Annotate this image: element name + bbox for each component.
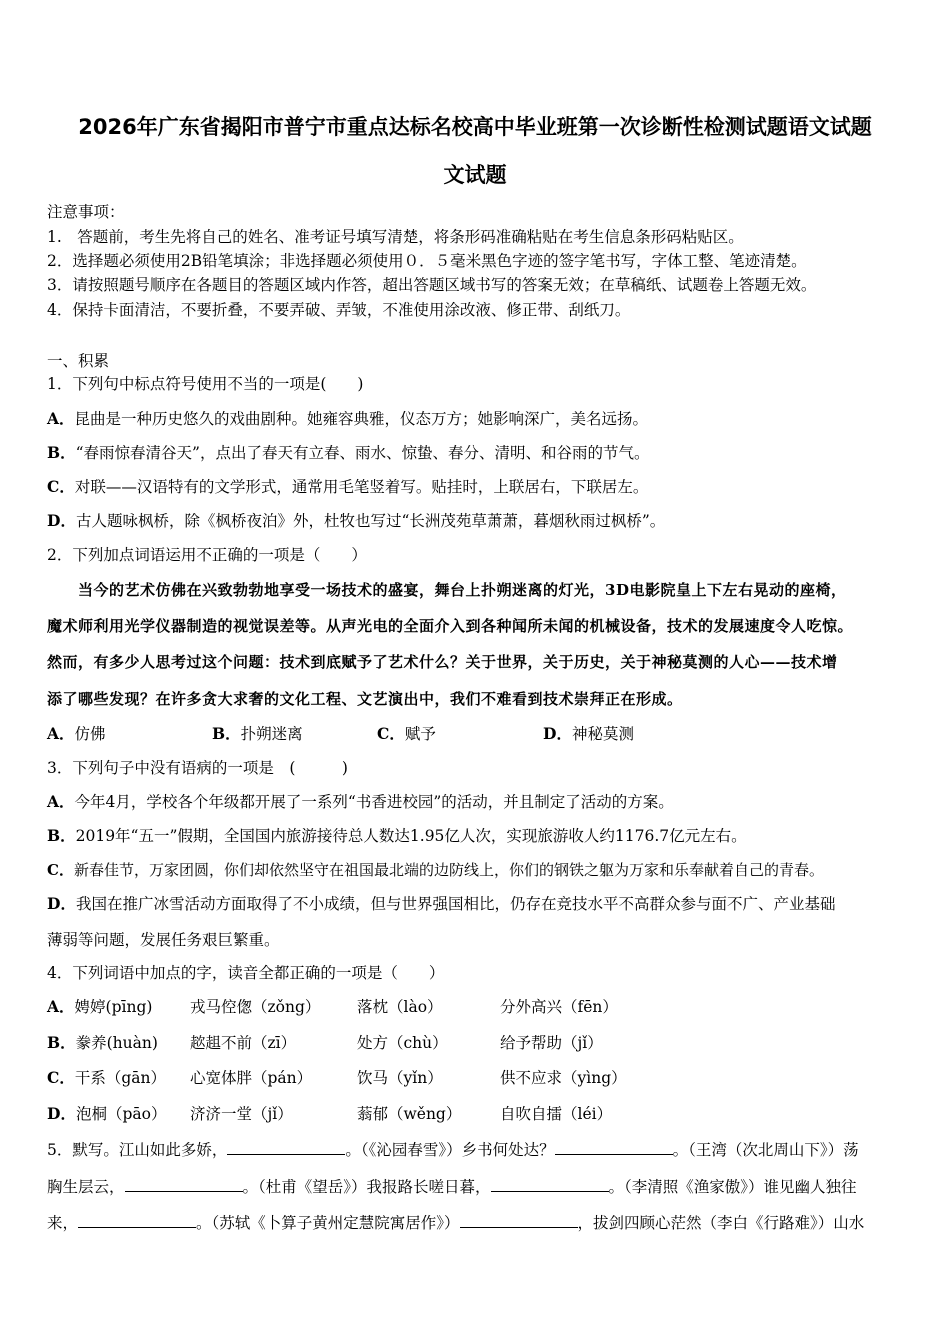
passage-line: 添了哪些发现？在许多贪大求奢的文化工程、文艺演出中，我们不难看到技术崇拜正在形成。 <box>47 690 683 708</box>
option-word: 饮马（yǐn） <box>357 1069 443 1087</box>
question-5-line <box>47 1140 859 1160</box>
q5-text: 。（李清照《渔家傲》）谁见幽人独往 <box>608 1178 857 1196</box>
note-item: 3．请按照题号顺序在各题目的答题区域内作答，超出答题区域书写的答案无效；在草稿纸、试题卷上答题无效。 <box>47 276 817 294</box>
option-word: 给予帮助（jǐ） <box>500 1034 603 1052</box>
option-word: 落枕（lào） <box>357 998 443 1016</box>
q5-text: 。（王湾（次北周山下》）荡 <box>672 1141 859 1159</box>
option-text: 今年4月，学校各个年级都开展了一系列“书香进校园”的活动，并且制定了活动的方案。 <box>74 793 674 811</box>
option-label: D． <box>47 1104 76 1123</box>
option-label: A． <box>47 997 75 1016</box>
note-item: 4．保持卡面清洁，不要折叠，不要弄破、弄皱，不准使用涂改液、修正带、刮纸刀。 <box>47 301 631 319</box>
question-5-line <box>47 1177 857 1197</box>
option-label: B． <box>47 443 76 462</box>
note-item: 2．选择题必须使用2B铅笔填涂；非选择题必须使用０．５毫米黑色字迹的签字笔书写，字体工整、笔迹清楚。 <box>47 252 807 270</box>
question-4-stem: 4．下列词语中加点的字，读音全都正确的一项是（ ） <box>47 964 445 982</box>
option-label: D． <box>47 511 76 530</box>
option-text: 古人题咏枫桥，除《枫桥夜泊》外，杜牧也写过“长洲茂苑草萧萧，暮烟秋雨过枫桥”。 <box>75 512 666 530</box>
q3-option-c <box>47 860 824 880</box>
q3-option-d-continued: 薄弱等问题，发展任务艰巨繁重。 <box>47 931 280 949</box>
q4-option-b <box>47 1033 158 1053</box>
option-label: C． <box>377 724 405 743</box>
option-label: B． <box>212 724 241 743</box>
option-word: 分外高兴（fēn） <box>500 998 618 1016</box>
question-2-stem: 2．下列加点词语运用不正确的一项是（ ） <box>47 546 367 564</box>
passage-line: 然而，有多少人思考过这个问题：技术到底赋予了艺术什么？关于世界，关于历史，关于神秘莫测的人心——技术增 <box>47 653 838 671</box>
option-word: 豢养(huàn) <box>75 1034 158 1052</box>
option-text: 昆曲是一种历史悠久的戏曲剧种。她雍容典雅，仪态万方；她影响深广，美名远扬。 <box>74 410 649 428</box>
option-text: “春雨惊春清谷天”，点出了春天有立春、雨水、惊蛰、春分、清明、和谷雨的节气。 <box>75 444 650 462</box>
q5-text: 。（苏轼《卜算子黄州定慧院寓居作》） <box>196 1214 460 1232</box>
q5-text: 5．默写。江山如此多娇， <box>47 1141 228 1159</box>
option-text: 我国在推广冰雪活动方面取得了不小成绩，但与世界强国相比，仍存在竞技水平不高群众参与面不广、产业基础 <box>75 895 836 913</box>
option-word: 济济一堂（jǐ） <box>190 1105 293 1123</box>
option-label: D． <box>47 894 76 913</box>
option-label: B． <box>47 1033 76 1052</box>
note-item: 1. 答题前，考生先将自己的姓名、准考证号填写清楚，将条形码准确粘贴在考生信息条形码粘贴区。 <box>47 228 744 246</box>
option-word: 自吹自擂（léi） <box>500 1105 613 1123</box>
answer-blank[interactable] <box>78 1213 196 1228</box>
q3-option-d <box>47 894 835 914</box>
answer-blank[interactable] <box>491 1177 609 1192</box>
q5-text: ，拔剑四顾心茫然（李白《行路难》）山水 <box>577 1214 865 1232</box>
option-label: B． <box>47 826 76 845</box>
question-5-line <box>47 1213 864 1233</box>
answer-blank[interactable] <box>227 1140 345 1155</box>
passage-line: 当今的艺术仿佛在兴致勃勃地享受一场技术的盛宴，舞台上扑朔迷离的灯光，3D电影院皇上下左右晃动的座椅， <box>47 581 847 599</box>
answer-blank[interactable] <box>555 1140 673 1155</box>
passage-line: 魔术师利用光学仪器制造的视觉误差等。从声光电的全面介入到各种闻所未闻的机械设备，技术的发展速度令人吃惊。 <box>47 617 854 635</box>
option-label: A． <box>47 409 75 428</box>
option-label: A． <box>47 724 75 743</box>
q2-option-d <box>543 724 634 744</box>
q5-text: 来， <box>47 1214 79 1232</box>
q1-option-d <box>47 511 665 531</box>
q1-option-c <box>47 477 648 497</box>
option-word: 供不应求（yìng） <box>500 1069 627 1087</box>
option-label: C． <box>47 861 74 879</box>
question-3-stem: 3．下列句子中没有语病的一项是 ( ) <box>47 759 348 777</box>
option-word: 泡桐（pāo） <box>75 1105 167 1123</box>
option-word: 趑趄不前（zī） <box>190 1034 297 1052</box>
q5-text: 。（杜甫《望岳》）我报路长嗟日暮， <box>242 1178 491 1196</box>
q4-option-a <box>47 997 152 1017</box>
notes-heading: 注意事项： <box>47 203 125 221</box>
answer-blank[interactable] <box>460 1213 578 1228</box>
q1-option-a <box>47 409 648 429</box>
q5-text: 。（《沁园春雪》）乡书何处达？ <box>345 1141 555 1159</box>
q4-option-c <box>47 1068 166 1088</box>
q1-option-b <box>47 443 649 463</box>
option-text: 对联——汉语特有的文学形式，通常用毛笔竖着写。贴挂时，上联居右，下联居左。 <box>74 478 649 496</box>
section-heading: 一、积累 <box>47 352 110 370</box>
doc-title-continued: 文试题 <box>443 163 507 187</box>
option-word: 戎马倥偬（zǒng） <box>190 998 321 1016</box>
option-word: 干系（gān） <box>74 1069 166 1087</box>
answer-blank[interactable] <box>125 1177 243 1192</box>
option-label: D． <box>543 724 572 743</box>
option-text: 神秘莫测 <box>571 725 634 743</box>
option-label: C． <box>47 477 75 496</box>
option-text: 扑朔迷离 <box>240 725 303 743</box>
q3-option-b <box>47 826 747 846</box>
question-1-stem: 1．下列句中标点符号使用不当的一项是( ) <box>47 375 364 393</box>
option-text: 赋予 <box>404 725 436 743</box>
doc-title: 2026年广东省揭阳市普宁市重点达标名校高中毕业班第一次诊断性检测试题语文试题 <box>78 115 872 139</box>
q2-option-b <box>212 724 303 744</box>
option-word: 心宽体胖（pán） <box>190 1069 313 1087</box>
option-text: 仿佛 <box>74 725 106 743</box>
option-label: A． <box>47 792 75 811</box>
q5-text: 胸生层云， <box>47 1178 125 1196</box>
option-text: 新春佳节，万家团圆，你们却依然坚守在祖国最北端的边防线上，你们的钢铁之躯为万家和乐奉献着自己的青春。 <box>73 861 824 879</box>
option-word: 蓊郁（wěng） <box>357 1105 462 1123</box>
q4-option-d <box>47 1104 166 1124</box>
option-word: 处方（chù） <box>357 1034 448 1052</box>
option-word: 娉婷(pīng) <box>74 998 153 1016</box>
q3-option-a <box>47 792 674 812</box>
option-label: C． <box>47 1068 75 1087</box>
q2-option-c <box>377 724 436 744</box>
option-text: 2019年“五一”假期，全国国内旅游接待总人数达1.95亿人次，实现旅游收人约1176.7亿元左右。 <box>75 827 747 845</box>
q2-option-a <box>47 724 106 744</box>
